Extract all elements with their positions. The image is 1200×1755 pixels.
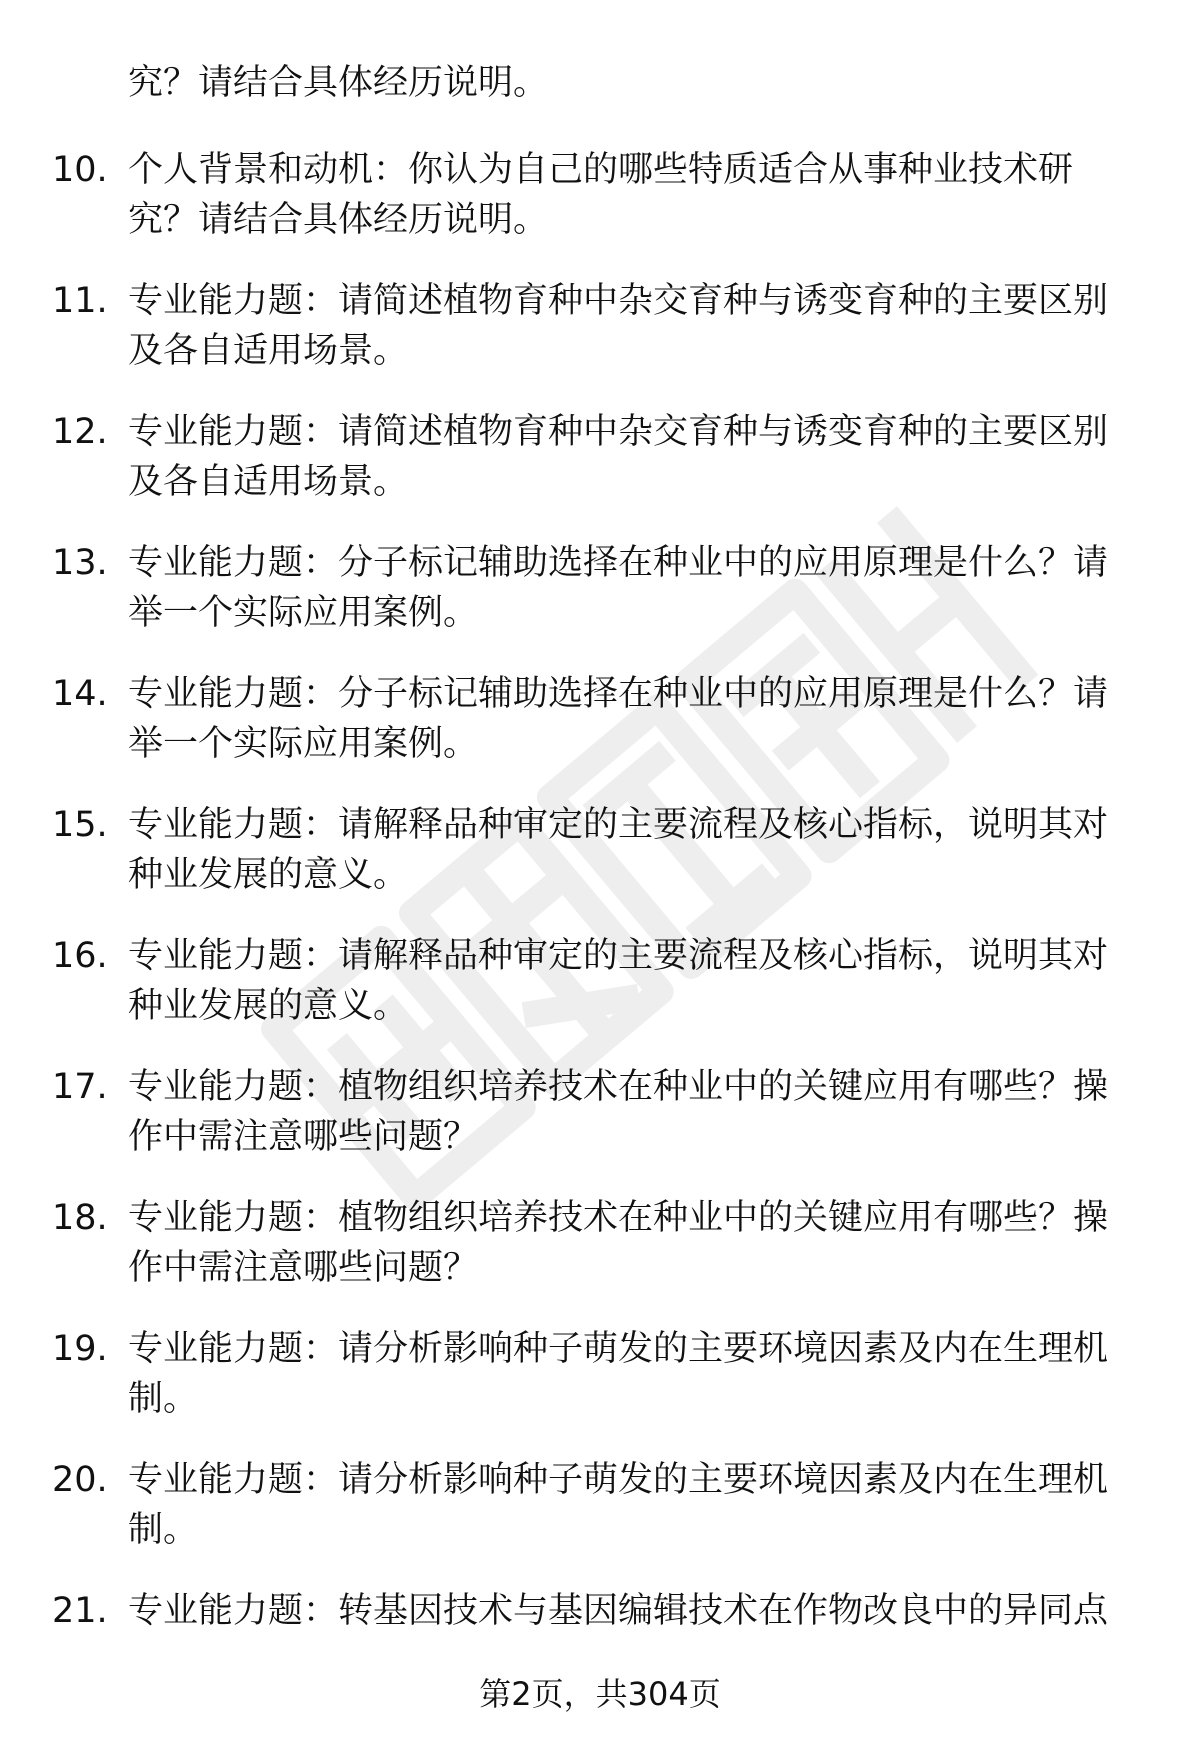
item-text: 专业能力题：请分析影响种子萌发的主要环境因素及内在生理机制。 xyxy=(128,1329,1109,1419)
item-number: 16. xyxy=(52,936,108,976)
item-number: 19. xyxy=(52,1329,108,1369)
list-item xyxy=(0,669,1200,800)
item-text: 专业能力题：转基因技术与基因编辑技术在作物改良中的异同点 xyxy=(128,1591,1109,1631)
item-text: 专业能力题：植物组织培养技术在种业中的关键应用有哪些？操作中需注意哪些问题？ xyxy=(128,1067,1109,1157)
list-item xyxy=(0,800,1200,931)
list-item xyxy=(0,1062,1200,1193)
item-number: 21. xyxy=(52,1591,108,1631)
list-item xyxy=(0,1324,1200,1455)
item-number: 13. xyxy=(52,543,108,583)
item-number: 14. xyxy=(52,674,108,714)
item-text: 专业能力题：请解释品种审定的主要流程及核心指标，说明其对种业发展的意义。 xyxy=(128,805,1109,895)
item-number: 18. xyxy=(52,1198,108,1238)
item-text: 专业能力题：分子标记辅助选择在种业中的应用原理是什么？请举一个实际应用案例。 xyxy=(128,674,1109,764)
list-item xyxy=(0,276,1200,407)
item-text: 个人背景和动机：你认为自己的哪些特质适合从事种业技术研究？请结合具体经历说明。 xyxy=(128,150,1074,240)
list-item xyxy=(0,538,1200,669)
item-number: 20. xyxy=(52,1460,108,1500)
item-text: 专业能力题：请分析影响种子萌发的主要环境因素及内在生理机制。 xyxy=(128,1460,1109,1550)
item-text: 专业能力题：请简述植物育种中杂交育种与诱变育种的主要区别及各自适用场景。 xyxy=(128,412,1109,502)
item-number: 10. xyxy=(52,150,108,190)
item-number: 12. xyxy=(52,412,108,452)
item-text: 专业能力题：植物组织培养技术在种业中的关键应用有哪些？操作中需注意哪些问题？ xyxy=(128,1198,1109,1288)
item-text: 专业能力题：请简述植物育种中杂交育种与诱变育种的主要区别及各自适用场景。 xyxy=(128,281,1109,371)
question-list xyxy=(0,145,1200,1717)
page-footer: 第2页，共304页 xyxy=(479,1675,721,1713)
item-number: 15. xyxy=(52,805,108,845)
list-item xyxy=(0,145,1200,276)
list-item xyxy=(0,931,1200,1062)
list-item xyxy=(0,407,1200,538)
item-number: 17. xyxy=(52,1067,108,1107)
item-text: 专业能力题：请解释品种审定的主要流程及核心指标，说明其对种业发展的意义。 xyxy=(128,936,1109,1026)
continued-question-text: 究？请结合具体经历说明。 xyxy=(128,63,549,103)
item-number: 11. xyxy=(52,281,108,321)
item-text: 专业能力题：分子标记辅助选择在种业中的应用原理是什么？请举一个实际应用案例。 xyxy=(128,543,1109,633)
list-item xyxy=(0,1455,1200,1586)
list-item xyxy=(0,1193,1200,1324)
